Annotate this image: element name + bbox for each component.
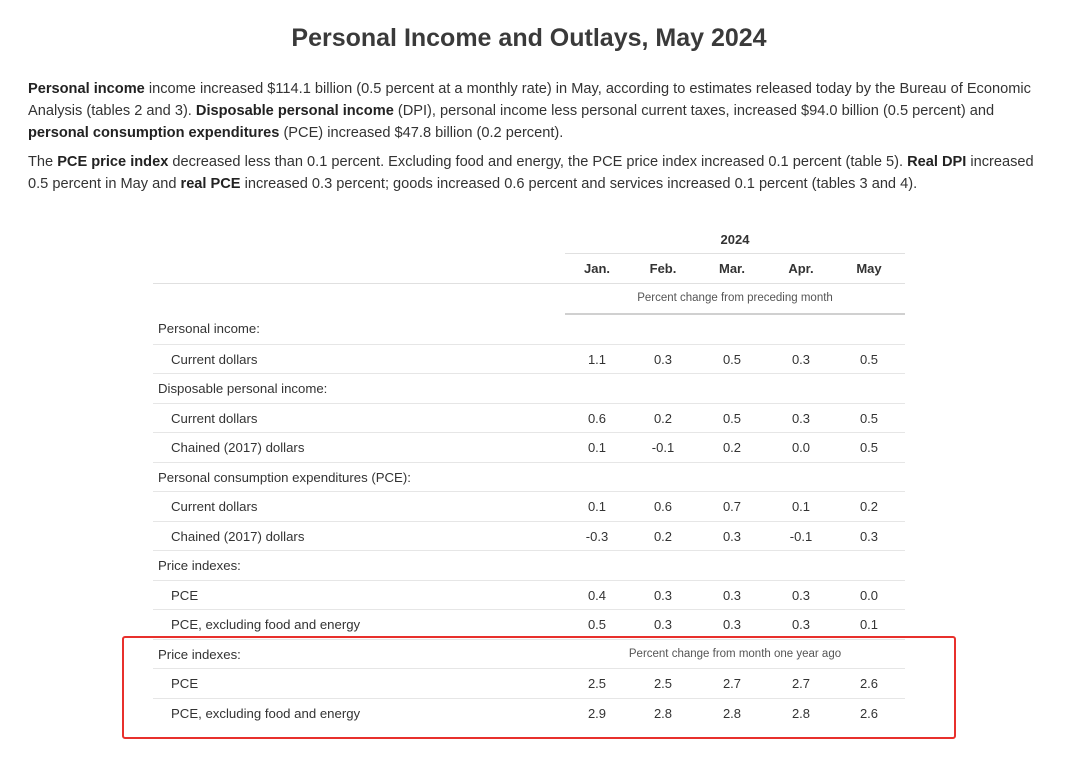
value-cell: 0.5 [722,351,742,367]
value-cell: 2.5 [653,676,673,691]
bold-personal-consumption-expenditures: personal consumption expenditures [28,125,280,141]
paragraph-text: (DPI), personal income less personal current taxes, increased $94.0 billion (0.5 percent) and [393,103,995,119]
row-label: Chained (2017) dollars [171,528,305,544]
bold-real-dpi: Real DPI [907,154,967,170]
value-cell: 2.9 [587,705,607,721]
value-cell: 0.5 [722,410,742,426]
value-cell: 2.8 [653,705,673,721]
section-label: Price indexes: [158,646,241,662]
month-header: May [856,261,882,276]
row-label: Current dollars [171,351,258,367]
value-cell: 0.2 [653,410,673,426]
table-row [153,491,905,521]
value-cell: 1.1 [587,351,607,367]
value-cell: 0.6 [653,499,673,514]
value-cell: -0.1 [651,440,675,455]
row-label: Chained (2017) dollars [171,440,305,455]
summary-paragraph-1 [28,78,1048,144]
bold-pce-price-index: PCE price index [57,154,169,170]
paragraph-text: income increased $114.1 billion (0.5 percent at a monthly rate) in May, according to estimates released today by the Bureau of Economic Analysis (tables 2 and 3). [28,81,1031,119]
value-cell: 0.0 [791,440,811,455]
page-title: Personal Income and Outlays, May 2024 [291,24,767,52]
value-cell: 2.6 [859,676,879,691]
paragraph-text: increased 0.3 percent; goods increased 0.6 percent and services increased 0.1 percent (tables 3 and 4). [240,176,918,192]
table-row [153,403,905,433]
paragraph-text: decreased less than 0.1 percent. Excluding food and energy, the PCE price index increased 0.1 percent (table 5). [168,154,908,170]
summary-paragraph-2 [28,151,1048,195]
value-cell: 2.8 [791,705,811,721]
value-cell: 0.5 [859,410,879,426]
value-cell: 0.3 [791,617,811,632]
section-label: Disposable personal income: [158,381,328,396]
value-cell: 0.3 [791,351,811,367]
value-cell: 2.7 [791,676,811,691]
section-label: Personal income: [158,321,260,336]
table-row [153,462,905,492]
row-label: PCE [171,587,199,603]
paragraph-text: The [28,154,58,170]
value-cell: 0.7 [722,499,742,514]
table-row [153,314,905,344]
value-cell: 0.3 [722,587,742,603]
value-cell: 0.1 [859,617,879,632]
table-row [153,344,905,374]
value-cell: 0.0 [859,587,879,603]
month-header: Mar. [718,261,745,276]
value-cell: 0.2 [859,499,879,514]
monthly-change-caption: Percent change from preceding month [565,284,905,315]
month-header: Jan. [583,261,610,276]
month-header: Apr. [788,261,814,276]
table-row [153,373,905,403]
value-cell: 0.2 [653,528,673,544]
bold-real-pce: real PCE [180,176,241,192]
value-cell: 0.4 [587,587,607,603]
value-cell: 2.8 [722,705,742,721]
table-row [153,550,905,580]
paragraph-text: (PCE) increased $47.8 billion (0.2 percent). [279,125,564,141]
table-row [153,521,905,551]
value-cell: 0.2 [722,440,742,455]
section-label: Price indexes: [158,558,241,573]
value-cell: 0.3 [791,587,811,603]
value-cell: 0.3 [653,351,673,367]
month-header-row [153,254,905,284]
value-cell: -0.1 [789,528,813,544]
month-header: Feb. [649,261,677,276]
bold-disposable-personal-income: Disposable personal income [195,103,394,119]
table-row [153,609,905,639]
year-header: 2024 [565,226,905,254]
value-cell: 0.6 [587,410,607,426]
value-cell: 0.1 [587,440,607,455]
table-row [153,580,905,610]
value-cell: 0.1 [587,499,607,514]
value-cell: 0.5 [587,617,607,632]
value-cell: 0.5 [859,351,879,367]
paragraph-text: increased 0.5 percent in May and [28,154,1034,192]
yearly-change-caption: Percent change from month one year ago [628,647,842,660]
value-cell: 2.6 [859,705,879,721]
value-cell: 2.5 [587,676,607,691]
row-label: Current dollars [171,410,258,426]
value-cell: 0.1 [791,499,811,514]
value-cell: -0.3 [585,528,609,544]
value-cell: 0.3 [791,410,811,426]
value-cell: 0.3 [653,617,673,632]
row-label: PCE [171,676,199,691]
section-label: Personal consumption expenditures (PCE): [158,469,411,485]
highlight-box [122,636,956,739]
value-cell: 0.3 [653,587,673,603]
row-label: PCE, excluding food and energy [171,705,361,721]
row-label: PCE, excluding food and energy [171,617,361,632]
row-label: Current dollars [171,499,258,514]
value-cell: 0.3 [859,528,879,544]
bold-personal-income: Personal income [28,81,145,97]
value-cell: 0.5 [859,440,879,455]
value-cell: 2.7 [722,676,742,691]
value-cell: 0.3 [722,617,742,632]
value-cell: 0.3 [722,528,742,544]
table-row [153,432,905,462]
